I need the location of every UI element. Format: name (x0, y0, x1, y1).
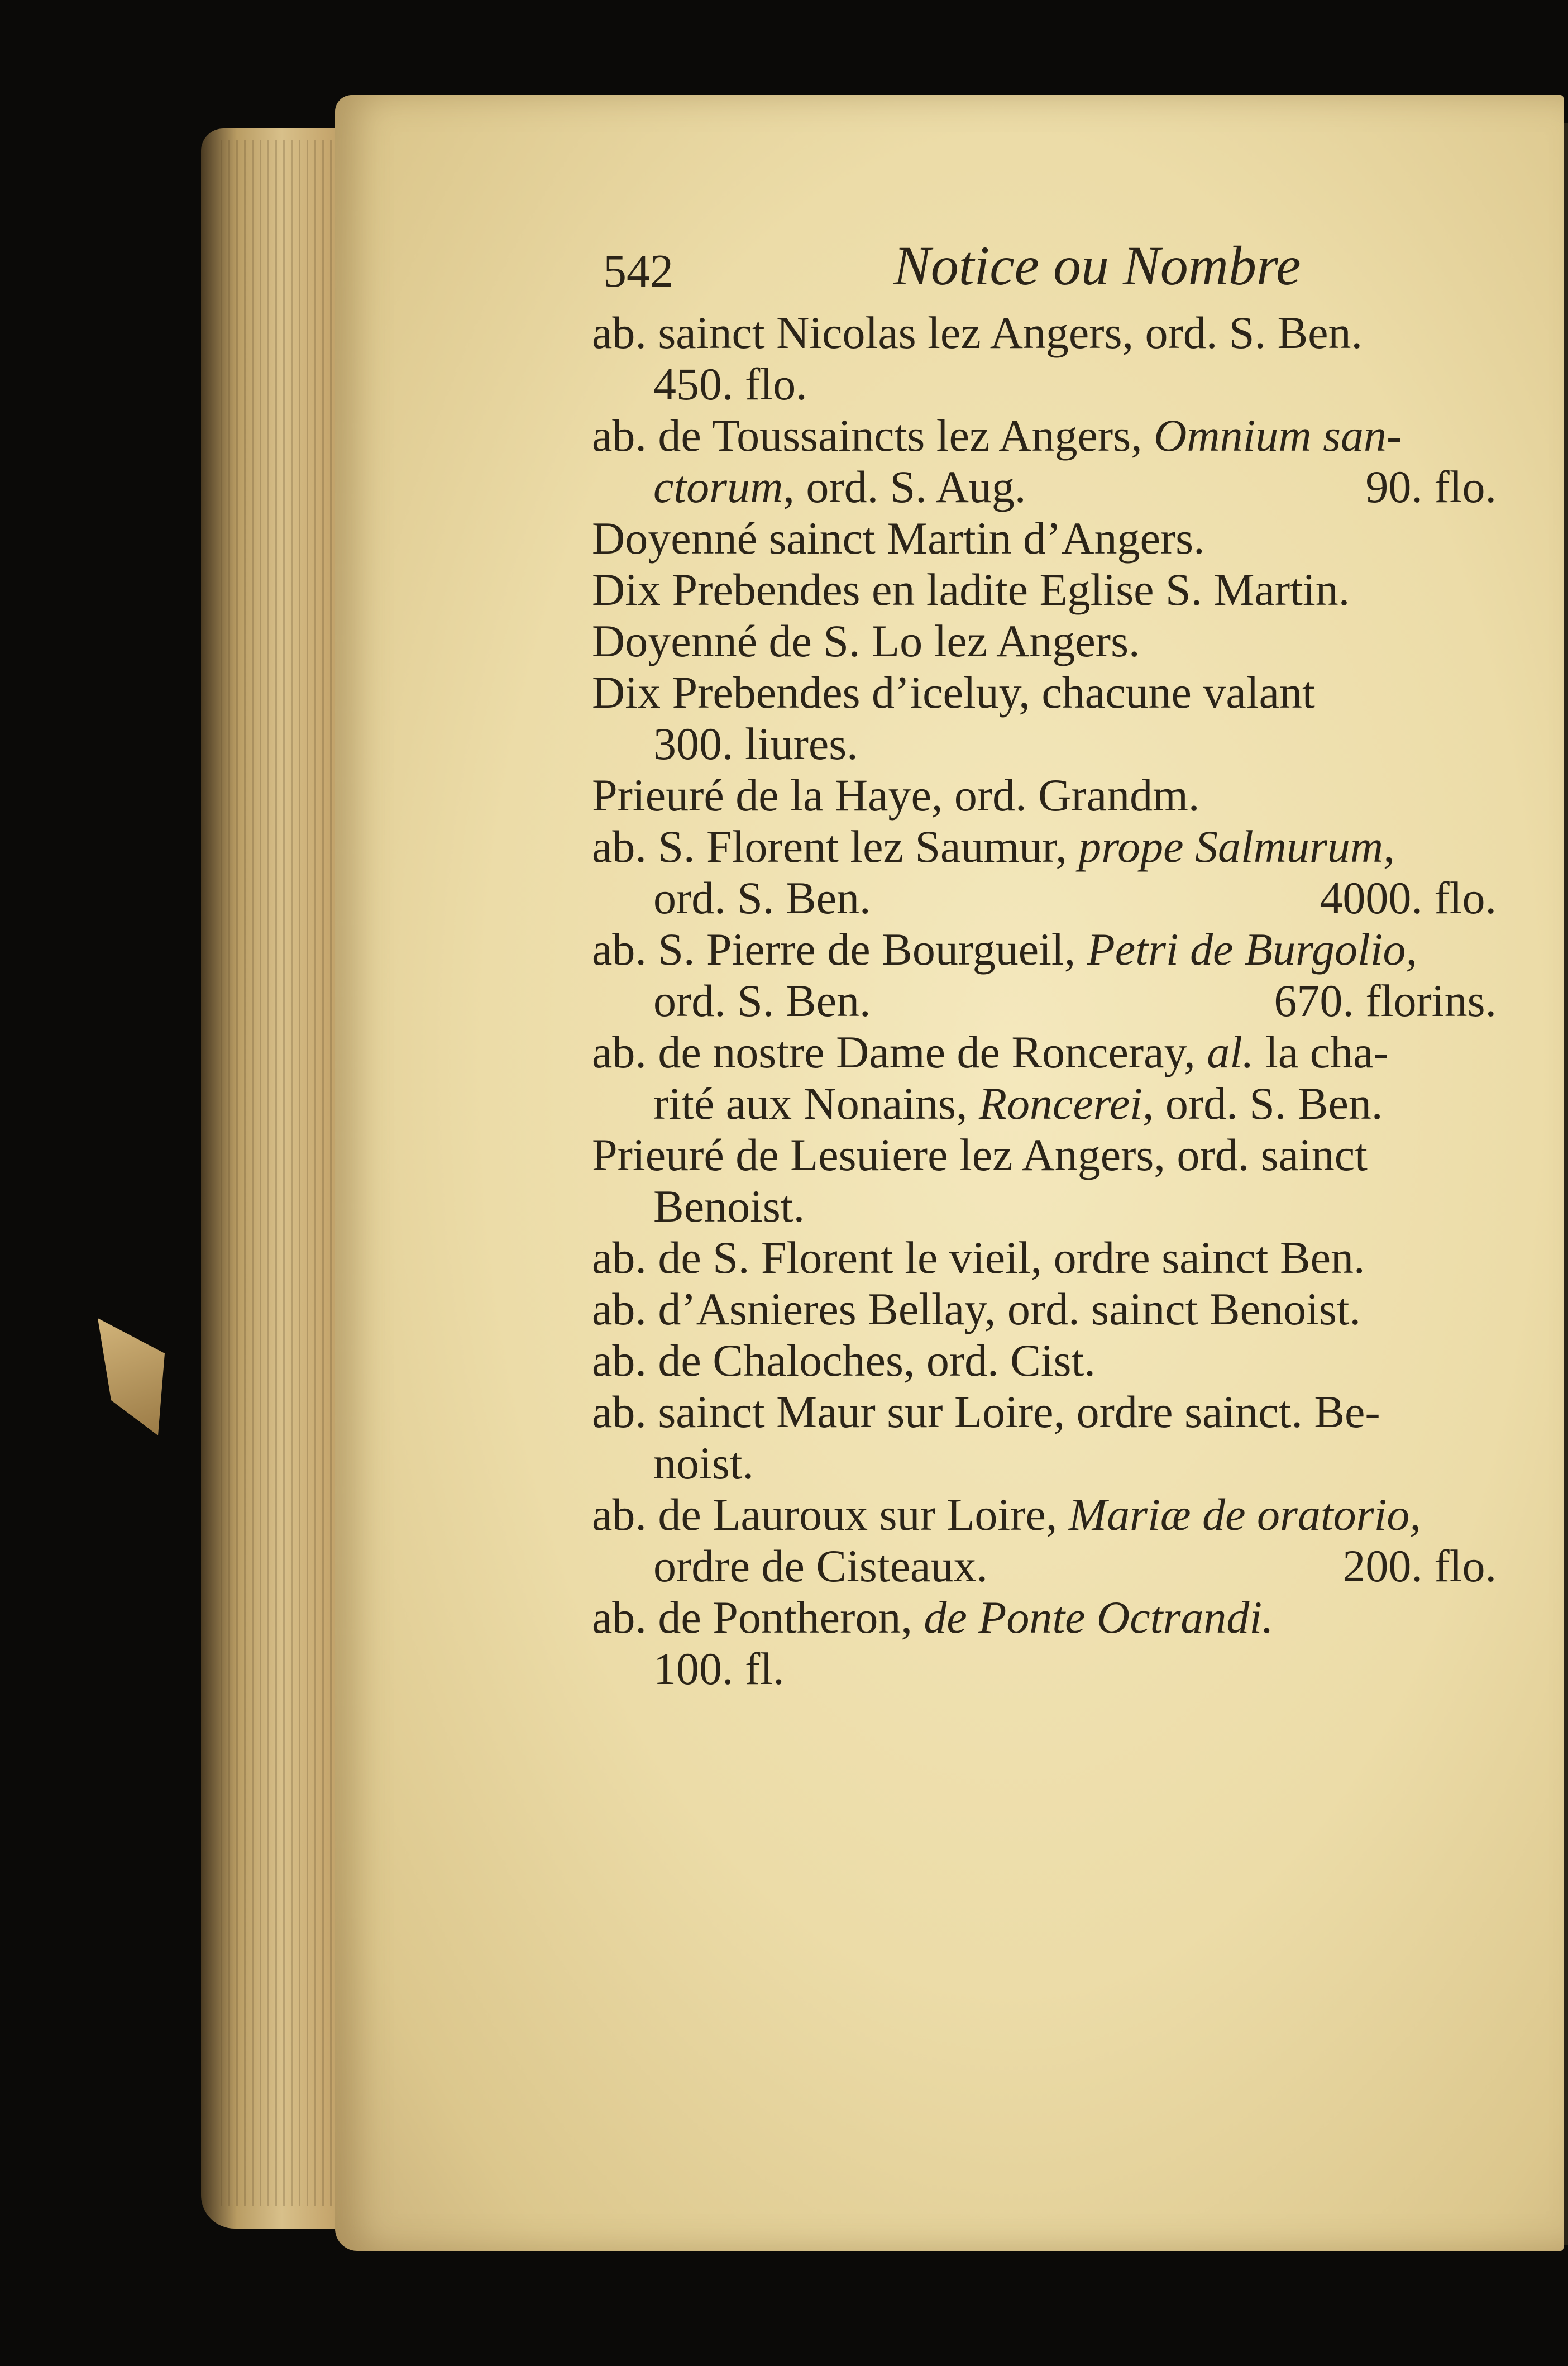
text-line: ab. de Lauroux sur Loire, Mariæ de oratorio, (592, 1489, 1421, 1540)
text-line: 300. liures. (653, 718, 858, 769)
text-line: 450. flo. (653, 359, 807, 409)
text-line: ab. de Chaloches, ord. Cist. (592, 1335, 1096, 1386)
text-line: ab. sainct Maur sur Loire, ordre sainct. Be- (592, 1386, 1380, 1437)
text-line: ordre de Cisteaux. 200. flo. (653, 1540, 1497, 1591)
text-line: ab. de nostre Dame de Ronceray, al. la cha- (592, 1027, 1389, 1077)
text-line: ctorum, ord. S. Aug. 90. flo. (653, 461, 1497, 512)
text-line: ab. sainct Nicolas lez Angers, ord. S. Ben. (592, 307, 1363, 358)
text-line: ord. S. Ben. 4000. flo. (653, 872, 1497, 923)
text-line: Prieuré de la Haye, ord. Grandm. (592, 770, 1200, 821)
value-amount: 200. flo. (1342, 1540, 1497, 1591)
text-line: ab. S. Pierre de Bourgueil, Petri de Burgolio, (592, 924, 1418, 975)
text-line: ab. de Pontheron, de Ponte Octrandi. (592, 1592, 1274, 1643)
value-amount: 4000. flo. (1320, 872, 1497, 923)
text-line: Benoist. (653, 1181, 805, 1232)
text-line: ord. S. Ben. 670. florins. (653, 975, 1497, 1026)
text-line: ab. S. Florent lez Saumur, prope Salmurum, (592, 821, 1395, 872)
text-line: Prieuré de Lesuiere lez Angers, ord. sainct (592, 1129, 1368, 1180)
value-amount: 670. florins. (1274, 975, 1497, 1026)
text-line: ab. de Toussaincts lez Angers, Omnium san- (592, 410, 1402, 461)
text-line: Doyenné de S. Lo lez Angers. (592, 616, 1140, 666)
page-text (592, 235, 1519, 1695)
text-line: 100. fl. (653, 1643, 785, 1694)
page-number: 542 (603, 245, 673, 297)
text-line: ab. de S. Florent le vieil, ordre sainct Ben. (592, 1232, 1365, 1283)
text-line: Doyenné sainct Martin d’Angers. (592, 513, 1205, 564)
book-page-edges (221, 140, 343, 2206)
text-line: rité aux Nonains, Roncerei, ord. S. Ben. (653, 1078, 1383, 1129)
running-title: Notice ou Nombre (893, 235, 1301, 297)
value-amount: 90. flo. (1365, 461, 1497, 512)
text-line: ab. d’Asnieres Bellay, ord. sainct Benoist. (592, 1284, 1361, 1334)
text-line: Dix Prebendes d’iceluy, chacune valant (592, 667, 1315, 718)
text-line: noist. (653, 1438, 754, 1489)
bookmark-ribbon (98, 1318, 165, 1435)
text-line: Dix Prebendes en ladite Eglise S. Martin. (592, 564, 1350, 615)
page-header (592, 235, 1519, 307)
